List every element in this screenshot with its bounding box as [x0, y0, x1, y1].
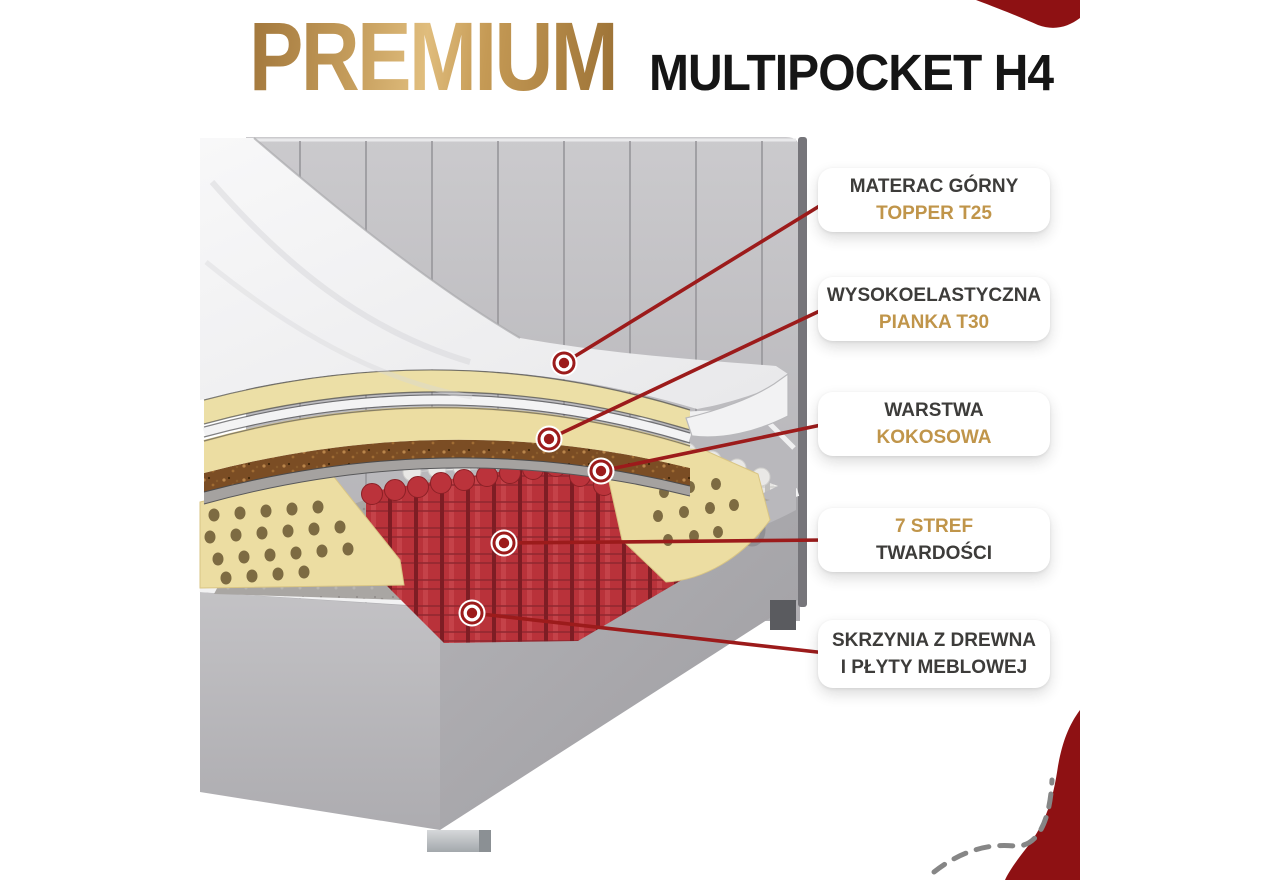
- callout-line: WARSTWA: [884, 400, 984, 422]
- callout-marker-skrzynia: [459, 600, 486, 627]
- callout-line-accent: PIANKA T30: [878, 311, 990, 333]
- bed-leg-front-shade: [479, 830, 491, 852]
- corner-blob-bottom-right: [1005, 710, 1080, 880]
- box-front-face: [200, 592, 440, 830]
- callout-marker-strefy: [491, 530, 518, 557]
- callout-card-strefy: [818, 508, 1050, 572]
- callout-card-kokos: [818, 392, 1050, 456]
- headboard-side-edge: [798, 137, 807, 607]
- brand-title: PREMIUM: [249, 2, 617, 111]
- model-title: MULTIPOCKET H4: [649, 44, 1054, 101]
- callout-line-accent: KOKOSOWA: [876, 426, 992, 448]
- callout-line-accent: TOPPER T25: [876, 202, 992, 224]
- callout-line: WYSOKOELASTYCZNA: [826, 285, 1042, 307]
- callout-card-topper: [818, 168, 1050, 232]
- callout-card-skrzynia: [818, 620, 1050, 688]
- callout-marker-topper: [551, 350, 578, 377]
- callout-card-pianka: [818, 277, 1050, 341]
- callout-line-accent: 7 STREF: [894, 516, 974, 538]
- callout-line: SKRZYNIA Z DREWNA: [831, 630, 1037, 652]
- corner-blob-top-right: [976, 0, 1080, 28]
- callout-line: MATERAC GÓRNY: [849, 176, 1019, 198]
- callout-line: I PŁYTY MEBLOWEJ: [840, 656, 1028, 678]
- callout-marker-kokos: [588, 458, 615, 485]
- bed-leg-rear: [770, 600, 796, 630]
- callout-line: TWARDOŚCI: [875, 542, 993, 564]
- callout-marker-pianka: [536, 426, 563, 453]
